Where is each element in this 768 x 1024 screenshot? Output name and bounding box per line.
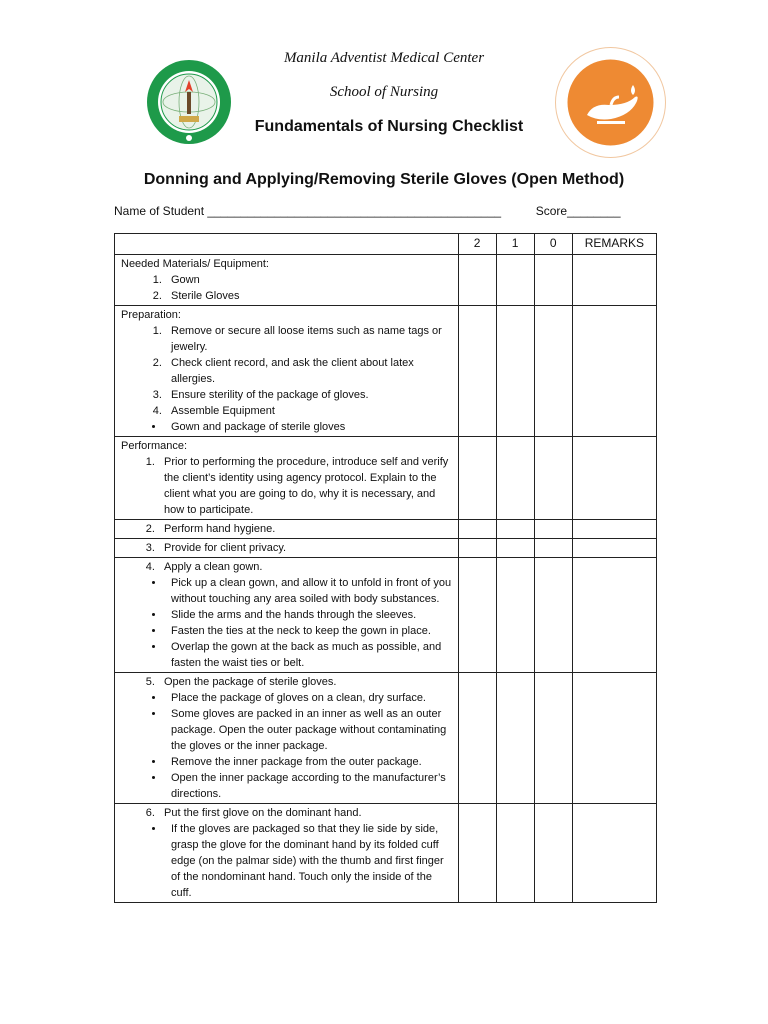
student-name-label: Name of Student [114,204,205,218]
score-cell-0[interactable] [534,255,572,306]
score-cell-1[interactable] [496,255,534,306]
list-item: • Gown and package of sterile gloves [165,419,454,435]
table-row-performance-5 [115,673,657,804]
score-cell-2[interactable] [458,306,496,437]
score-cell-1[interactable] [496,558,534,673]
score-cell-2[interactable] [458,255,496,306]
school-of-nursing-logo [553,45,668,160]
score-cell-2[interactable] [458,804,496,903]
remarks-cell[interactable] [572,673,656,804]
list-item: 1. Gown [165,272,454,288]
score-cell-1[interactable] [496,673,534,804]
score-cell-2[interactable] [458,520,496,539]
score-cell-1[interactable] [496,804,534,903]
score-cell-2[interactable] [458,539,496,558]
column-header-remarks: REMARKS [572,234,656,255]
table-row-performance-2 [115,520,657,539]
column-header-0: 0 [534,234,572,255]
list-item: • Open the inner package according to the manufacturer’s directions. [165,770,454,802]
list-item: 4. Apply a clean gown. [158,559,454,575]
list-item: • Slide the arms and the hands through the sleeves. [165,607,454,623]
list-item: 1. Prior to performing the procedure, introduce self and verify the client’s identity using agency protocol. Explain to the client what you are going to do, why it is necessary, and how to participate. [158,454,454,518]
item-cell [115,804,459,903]
checklist-title: Fundamentals of Nursing Checklist [254,118,524,135]
remarks-cell[interactable] [572,520,656,539]
list-item: • Remove the inner package from the outer package. [165,754,454,770]
list-item: 2. Perform hand hygiene. [158,521,454,537]
list-item: 3. Ensure sterility of the package of gloves. [165,387,454,403]
list-item: • Some gloves are packed in an inner as well as an outer package. Open the outer package without contaminating the gloves or the inner package. [165,706,454,754]
score-cell-1[interactable] [496,306,534,437]
institution-name: Manila Adventist Medical Center [283,50,485,66]
list-item: 6. Put the first glove on the dominant hand. [158,805,454,821]
list-item: • Overlap the gown at the back as much as possible, and fasten the waist ties or belt. [165,639,454,671]
preparation-heading: Preparation: [121,309,181,321]
student-name-field[interactable]: ____________________________________________ [207,204,502,218]
item-cell [115,255,459,306]
score-cell-1[interactable] [496,520,534,539]
score-cell-2[interactable] [458,673,496,804]
table-row-performance-4 [115,558,657,673]
list-item: • Fasten the ties at the neck to keep the gown in place. [165,623,454,639]
score-cell-0[interactable] [534,673,572,804]
remarks-cell[interactable] [572,255,656,306]
score-field[interactable]: ________ [567,204,621,218]
list-item: • Place the package of gloves on a clean, dry surface. [165,690,454,706]
item-cell [115,539,459,558]
table-row-materials [115,255,657,306]
score-cell-0[interactable] [534,539,572,558]
remarks-cell[interactable] [572,539,656,558]
table-header-row [115,234,657,255]
score-label: Score [535,204,568,218]
score-cell-0[interactable] [534,804,572,903]
table-row-preparation [115,306,657,437]
table-row-performance-3 [115,539,657,558]
column-header-2: 2 [458,234,496,255]
table-row-performance-6 [115,804,657,903]
item-cell [115,306,459,437]
list-item: 1. Remove or secure all loose items such as name tags or jewelry. [165,323,454,355]
remarks-cell[interactable] [572,804,656,903]
list-item: 2. Check client record, and ask the client about latex allergies. [165,355,454,387]
checklist-table [114,233,657,903]
score-cell-0[interactable] [534,558,572,673]
column-header-item [115,234,459,255]
school-name: School of Nursing [329,84,439,100]
remarks-cell[interactable] [572,558,656,673]
column-header-1: 1 [496,234,534,255]
materials-heading: Needed Materials/ Equipment: [121,258,269,270]
score-cell-0[interactable] [534,437,572,520]
score-cell-0[interactable] [534,306,572,437]
student-info-line [114,204,621,218]
item-cell [115,437,459,520]
item-cell [115,520,459,539]
table-row-performance-1 [115,437,657,520]
score-cell-2[interactable] [458,437,496,520]
item-cell [115,673,459,804]
score-cell-1[interactable] [496,437,534,520]
list-item: • Pick up a clean gown, and allow it to unfold in front of you without touching any area soiled with body substances. [165,575,454,607]
procedure-title: Donning and Applying/Removing Sterile Gloves (Open Method) [143,171,625,188]
score-cell-0[interactable] [534,520,572,539]
list-item: 3. Provide for client privacy. [158,540,454,556]
remarks-cell[interactable] [572,437,656,520]
remarks-cell[interactable] [572,306,656,437]
list-item: 4. Assemble Equipment [165,403,454,419]
score-cell-1[interactable] [496,539,534,558]
performance-heading: Performance: [121,440,188,452]
list-item: 5. Open the package of sterile gloves. [158,674,454,690]
item-cell [115,558,459,673]
list-item: • If the gloves are packaged so that they lie side by side, grasp the glove for the dominant hand by its folded cuff edge (on the palmar side) with the thumb and first finger of the nondominant hand. Touch only the inside of the cuff. [165,821,454,901]
list-item: 2. Sterile Gloves [165,288,454,304]
score-cell-2[interactable] [458,558,496,673]
document-header [0,0,768,160]
